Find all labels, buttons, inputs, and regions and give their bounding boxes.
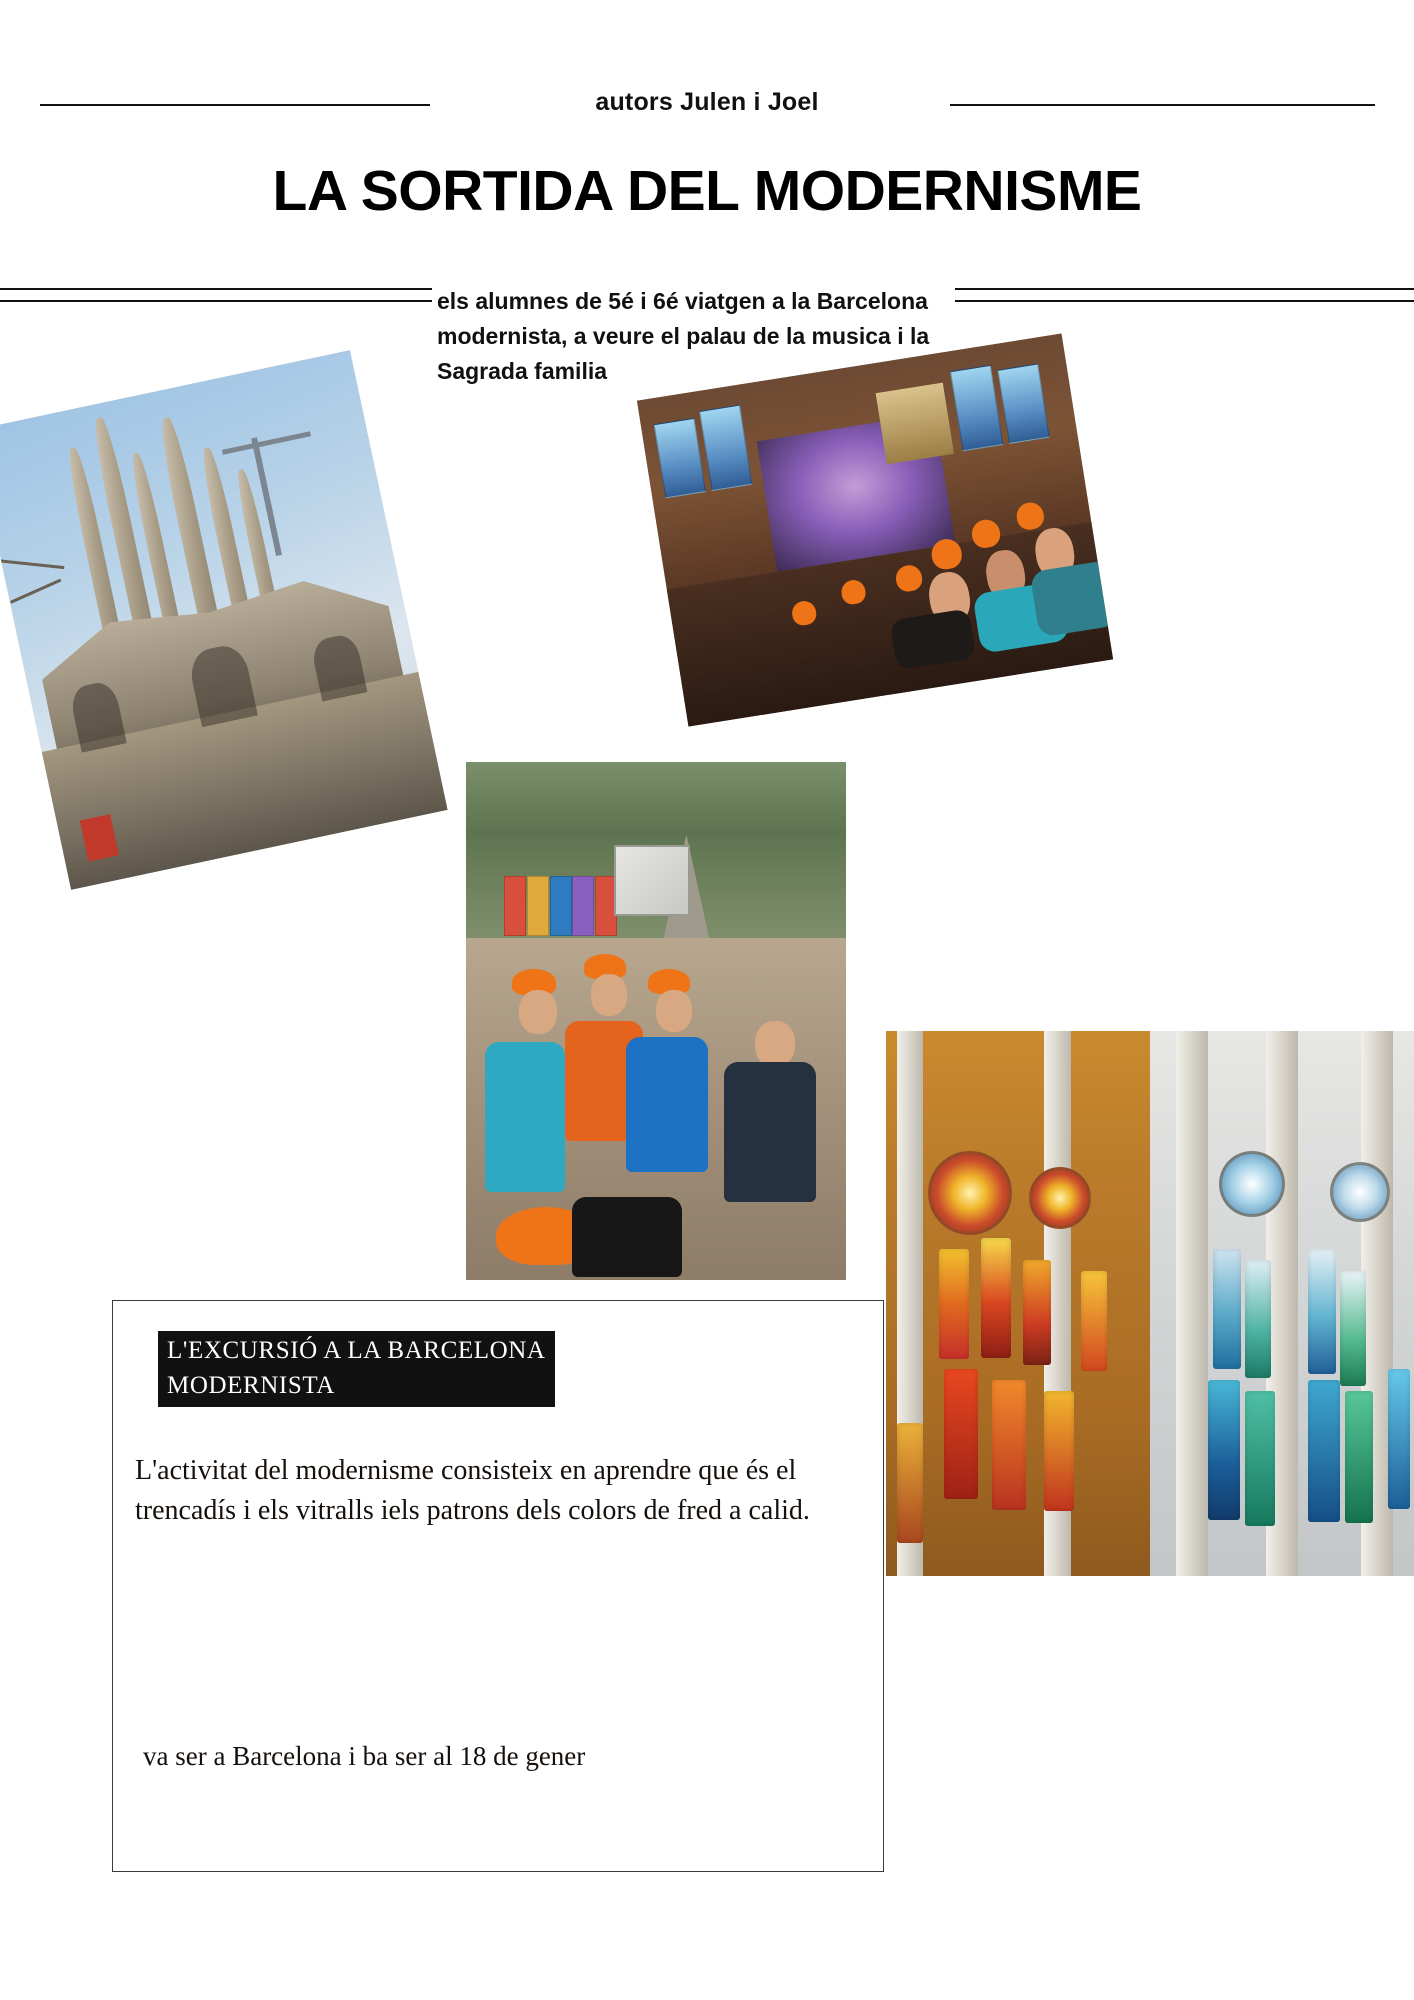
student-jacket bbox=[1030, 560, 1113, 638]
authors-line: autors Julen i Joel bbox=[595, 88, 819, 116]
subtitle-rule-left-lower bbox=[0, 300, 432, 302]
page-subtitle: els alumnes de 5é i 6é viatgen a la Barcelona modernista, a veure el palau de la musica i la Sagrada familia bbox=[437, 288, 930, 384]
park-banner bbox=[550, 876, 572, 936]
text-box-heading bbox=[158, 1331, 555, 1407]
trencadis-tile bbox=[614, 845, 690, 916]
rose-window bbox=[1330, 1162, 1390, 1222]
stained-glass-panel bbox=[1208, 1380, 1240, 1520]
stained-glass-panel bbox=[992, 1380, 1026, 1510]
subtitle-rule-left-upper bbox=[0, 288, 432, 290]
stained-glass-panel bbox=[981, 1238, 1011, 1358]
student-face bbox=[591, 974, 627, 1016]
photo-sagrada-familia-exterior bbox=[0, 350, 448, 890]
stained-glass-panel bbox=[1044, 1391, 1074, 1511]
stained-glass-panel bbox=[1388, 1369, 1410, 1509]
student-figure bbox=[626, 1037, 708, 1172]
stained-glass-panel bbox=[1081, 1271, 1107, 1371]
rose-window bbox=[1219, 1151, 1285, 1217]
stained-glass-panel bbox=[1340, 1271, 1366, 1386]
photo-palau-de-la-musica bbox=[637, 333, 1113, 726]
text-box-heading-line1: L'EXCURSIÓ A LA BARCELONA bbox=[167, 1337, 546, 1364]
student-face bbox=[519, 990, 557, 1034]
subtitle-rule-right-lower bbox=[955, 300, 1414, 302]
stained-glass-panel bbox=[1308, 1249, 1336, 1374]
student-face bbox=[755, 1021, 795, 1067]
text-box-footer: va ser a Barcelona i ba ser al 18 de gener bbox=[143, 1741, 586, 1771]
student-figure bbox=[572, 1197, 682, 1277]
student-face bbox=[656, 990, 692, 1032]
excursion-text-box bbox=[112, 1300, 884, 1872]
stained-glass-panel bbox=[1308, 1380, 1340, 1522]
student-figure bbox=[485, 1042, 565, 1192]
park-banner bbox=[572, 876, 594, 936]
park-banner bbox=[504, 876, 526, 936]
student-figure bbox=[724, 1062, 816, 1202]
organ-pipes bbox=[875, 382, 954, 464]
stained-glass-panel bbox=[939, 1249, 969, 1359]
rose-window bbox=[928, 1151, 1012, 1235]
page-title: LA SORTIDA DEL MODERNISME bbox=[272, 159, 1142, 223]
stained-glass-panel bbox=[897, 1423, 923, 1543]
photo-alumnes-amb-mosaic bbox=[466, 762, 846, 1280]
page-header bbox=[0, 0, 1414, 384]
stained-glass-panel bbox=[944, 1369, 978, 1499]
stained-glass-panel bbox=[1345, 1391, 1373, 1523]
text-box-heading-line2: MODERNISTA bbox=[167, 1371, 335, 1399]
subtitle-rule-right-upper bbox=[955, 288, 1414, 290]
stained-glass-panel bbox=[1023, 1260, 1051, 1365]
stained-glass-panel bbox=[1245, 1260, 1271, 1378]
stone-column bbox=[1176, 1031, 1208, 1576]
rose-window bbox=[1029, 1167, 1091, 1229]
text-box-body: L'activitat del modernisme consisteix en aprendre que és el trencadís i els vitralls iels patrons dels colors de fred a calid. bbox=[135, 1455, 810, 1526]
photo-vitralls-sagrada-familia bbox=[886, 1031, 1414, 1576]
stained-glass-panel bbox=[1245, 1391, 1275, 1526]
park-banner bbox=[527, 876, 549, 936]
stained-glass-panel bbox=[1213, 1249, 1241, 1369]
